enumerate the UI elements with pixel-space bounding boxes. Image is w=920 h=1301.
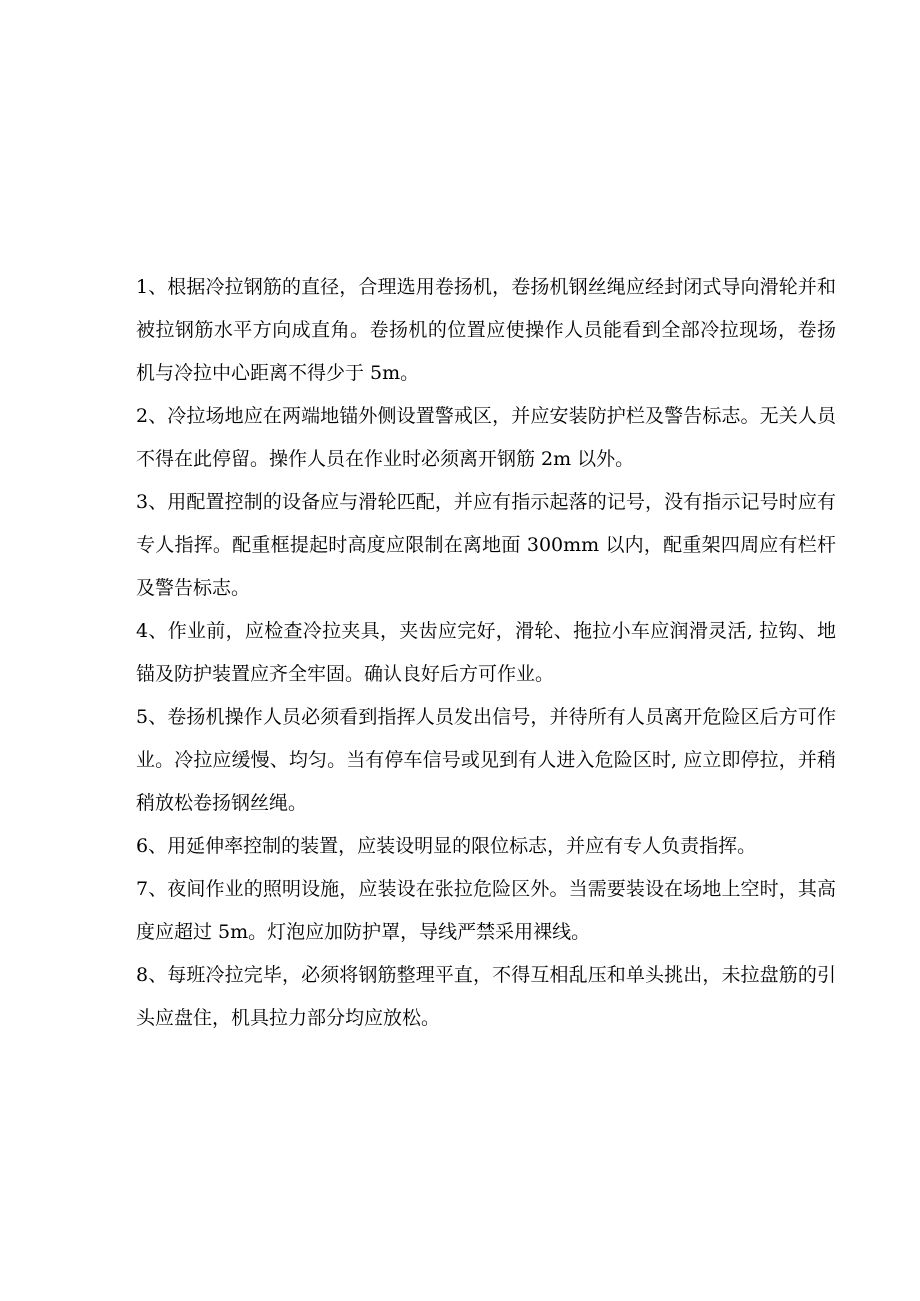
paragraph-2: 2、冷拉场地应在两端地锚外侧设置警戒区，并应安装防护栏及警告标志。无关人员不得在此停留。操作人员在作业时必须离开钢筋 2m 以外。 (136, 405, 836, 470)
document-body (136, 266, 836, 1040)
paragraph-5: 5、卷扬机操作人员必须看到指挥人员发出信号，并待所有人员离开危险区后方可作业。冷拉应缓慢、均匀。当有停车信号或见到有人进入危险区时, 应立即停拉，并稍稍放松卷扬钢丝绳。 (136, 706, 836, 814)
paragraph-4: 4、作业前，应检查冷拉夹具，夹齿应完好，滑轮、拖拉小车应润滑灵活, 拉钩、地锚及防护装置应齐全牢固。确认良好后方可作业。 (136, 620, 836, 685)
paragraph-8: 8、每班冷拉完毕，必须将钢筋整理平直，不得互相乱压和单头挑出，未拉盘筋的引头应盘住，机具拉力部分均应放松。 (136, 964, 836, 1029)
paragraph-7: 7、夜间作业的照明设施，应装设在张拉危险区外。当需要装设在场地上空时，其高度应超过 5m。灯泡应加防护罩，导线严禁采用裸线。 (136, 878, 836, 943)
paragraph-6: 6、用延伸率控制的装置，应装设明显的限位标志，并应有专人负责指挥。 (136, 835, 757, 857)
paragraph-1: 1、根据冷拉钢筋的直径，合理选用卷扬机，卷扬机钢丝绳应经封闭式导向滑轮并和被拉钢筋水平方向成直角。卷扬机的位置应使操作人员能看到全部冷拉现场，卷扬机与冷拉中心距离不得少于 5m。 (136, 276, 836, 384)
paragraph-3: 3、用配置控制的设备应与滑轮匹配，并应有指示起落的记号，没有指示记号时应有专人指挥。配重框提起时高度应限制在离地面 300mm 以内，配重架四周应有栏杆及警告标志。 (136, 491, 836, 599)
